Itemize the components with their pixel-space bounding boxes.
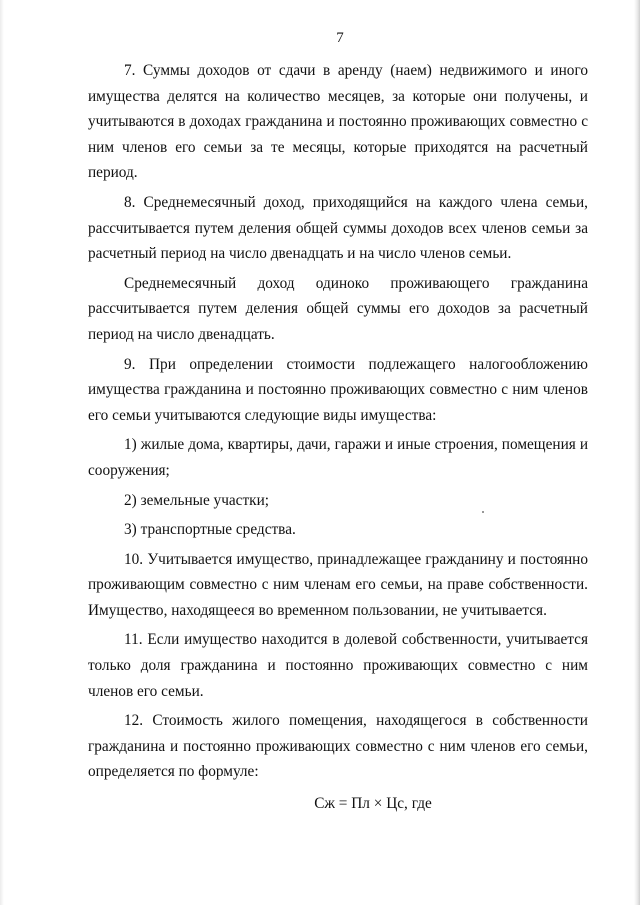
paragraph-8-single: Среднемесячный доход одиноко проживающего гражданина рассчитывается путем деления общей суммы его доходов за расчетный период на число двенадцать.	[88, 274, 588, 343]
scan-speck	[482, 511, 484, 513]
scan-edge-left	[0, 0, 4, 905]
formula: Сж = Пл × Цс, где	[314, 795, 432, 813]
paragraph-7: 7. Суммы доходов от сдачи в аренду (наем) недвижимого и иного имущества делятся на количество месяцев, за которые они получены, и учитываются в доходах гражданина и постоянно проживающих совместно с ним членов его семьи за те месяцы, которые приходятся на расчетный период.	[88, 62, 588, 182]
list-item-3: 3) транспортные средства.	[124, 521, 296, 539]
paragraph-10: 10. Учитывается имущество, принадлежащее гражданину и постоянно проживающим совместно с ним членам его семьи, на праве собственности. Имущество, находящееся во временном пользовании, не учитывается.	[88, 550, 588, 619]
paragraph-12: 12. Стоимость жилого помещения, находящегося в собственности гражданина и постоянно проживающих совместно с ним членов его семьи, определяется по формуле:	[88, 712, 588, 781]
list-item-2: 2) земельные участки;	[124, 491, 270, 509]
document-body	[88, 58, 588, 817]
paragraph-8: 8. Среднемесячный доход, приходящийся на каждого члена семьи, рассчитывается путем деления общей суммы доходов всех членов семьи за расчетный период на число двенадцать и на число членов семьи.	[88, 193, 588, 263]
paragraph-11: 11. Если имущество находится в долевой собственности, учитывается только доля гражданина и постоянно проживающих совместно с ним членов его семьи.	[88, 631, 588, 700]
list-item-1: 1) жилые дома, квартиры, дачи, гаражи и иные строения, помещения и сооружения;	[88, 436, 588, 479]
scan-edge-right	[634, 0, 640, 905]
paragraph-9: 9. При определении стоимости подлежащего налогообложению имущества гражданина и постоянно проживающих совместно с ним членов его семьи учитываются следующие виды имущества:	[88, 355, 588, 424]
page-number: 7	[336, 30, 344, 46]
